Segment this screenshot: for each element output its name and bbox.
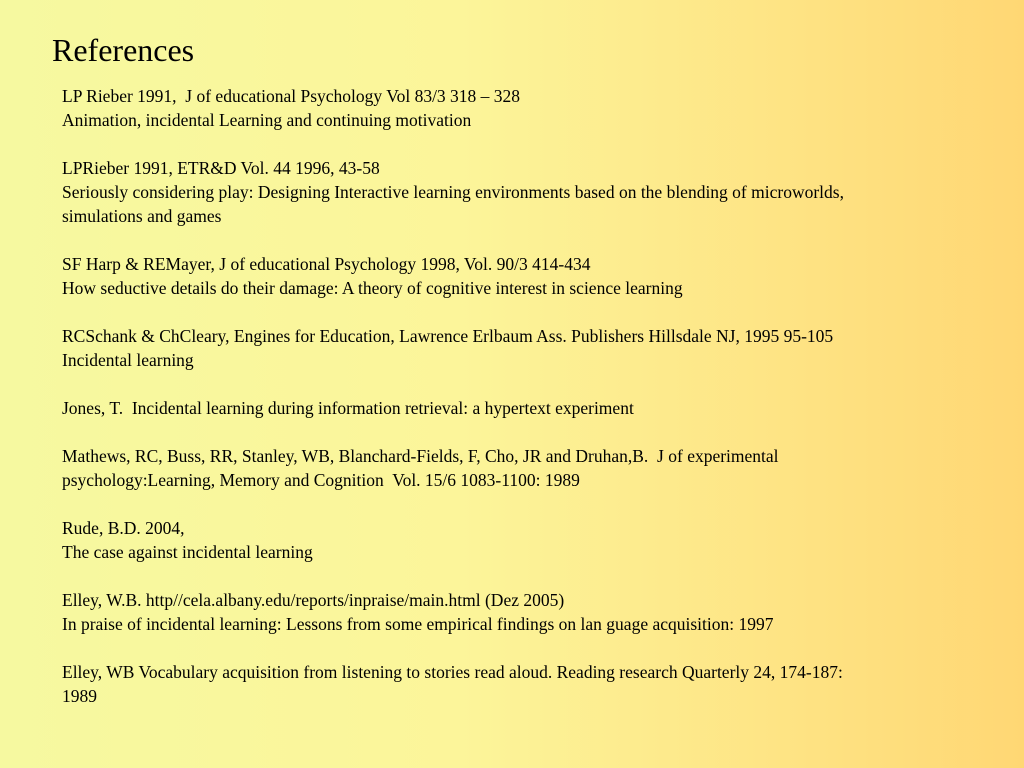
reference-line: 1989	[62, 686, 97, 706]
reference-entry	[62, 156, 992, 228]
reference-line: psychology:Learning, Memory and Cognition Vol. 15/6 1083-1100: 1989	[62, 470, 580, 490]
reference-line: SF Harp & REMayer, J of educational Psychology 1998, Vol. 90/3 414-434	[62, 254, 591, 274]
reference-line: RCSchank & ChCleary, Engines for Education, Lawrence Erlbaum Ass. Publishers Hillsdale NJ, 1995 95-105	[62, 326, 834, 346]
reference-line: Elley, W.B. http//cela.albany.edu/reports/inpraise/main.html (Dez 2005)	[62, 590, 565, 610]
reference-entry	[62, 324, 992, 372]
reference-line: Mathews, RC, Buss, RR, Stanley, WB, Blanchard-Fields, F, Cho, JR and Druhan,B. J of experimental	[62, 446, 779, 466]
reference-line: How seductive details do their damage: A theory of cognitive interest in science learning	[62, 278, 683, 298]
reference-entry	[62, 588, 992, 636]
reference-line: Seriously considering play: Designing Interactive learning environments based on the blending of microworlds,	[62, 182, 844, 202]
reference-entry	[62, 444, 992, 492]
slide-title: References	[52, 32, 195, 68]
reference-line: Incidental learning	[62, 350, 194, 370]
reference-line: Jones, T. Incidental learning during information retrieval: a hypertext experiment	[62, 398, 634, 418]
reference-line: Animation, incidental Learning and continuing motivation	[62, 110, 472, 130]
reference-line: The case against incidental learning	[62, 542, 313, 562]
reference-line: LP Rieber 1991, J of educational Psychology Vol 83/3 318 – 328	[62, 86, 521, 106]
reference-entry	[62, 660, 992, 708]
reference-list	[62, 84, 992, 732]
reference-entry	[62, 516, 992, 564]
reference-line: Rude, B.D. 2004,	[62, 518, 185, 538]
reference-line: simulations and games	[62, 206, 222, 226]
reference-entry	[62, 84, 992, 132]
reference-line: Elley, WB Vocabulary acquisition from listening to stories read aloud. Reading research Quarterly 24, 174-187:	[62, 662, 843, 682]
reference-line: LPRieber 1991, ETR&D Vol. 44 1996, 43-58	[62, 158, 380, 178]
reference-line: In praise of incidental learning: Lessons from some empirical findings on lan guage acquisition: 1997	[62, 614, 774, 634]
reference-entry	[62, 396, 992, 420]
reference-entry	[62, 252, 992, 300]
